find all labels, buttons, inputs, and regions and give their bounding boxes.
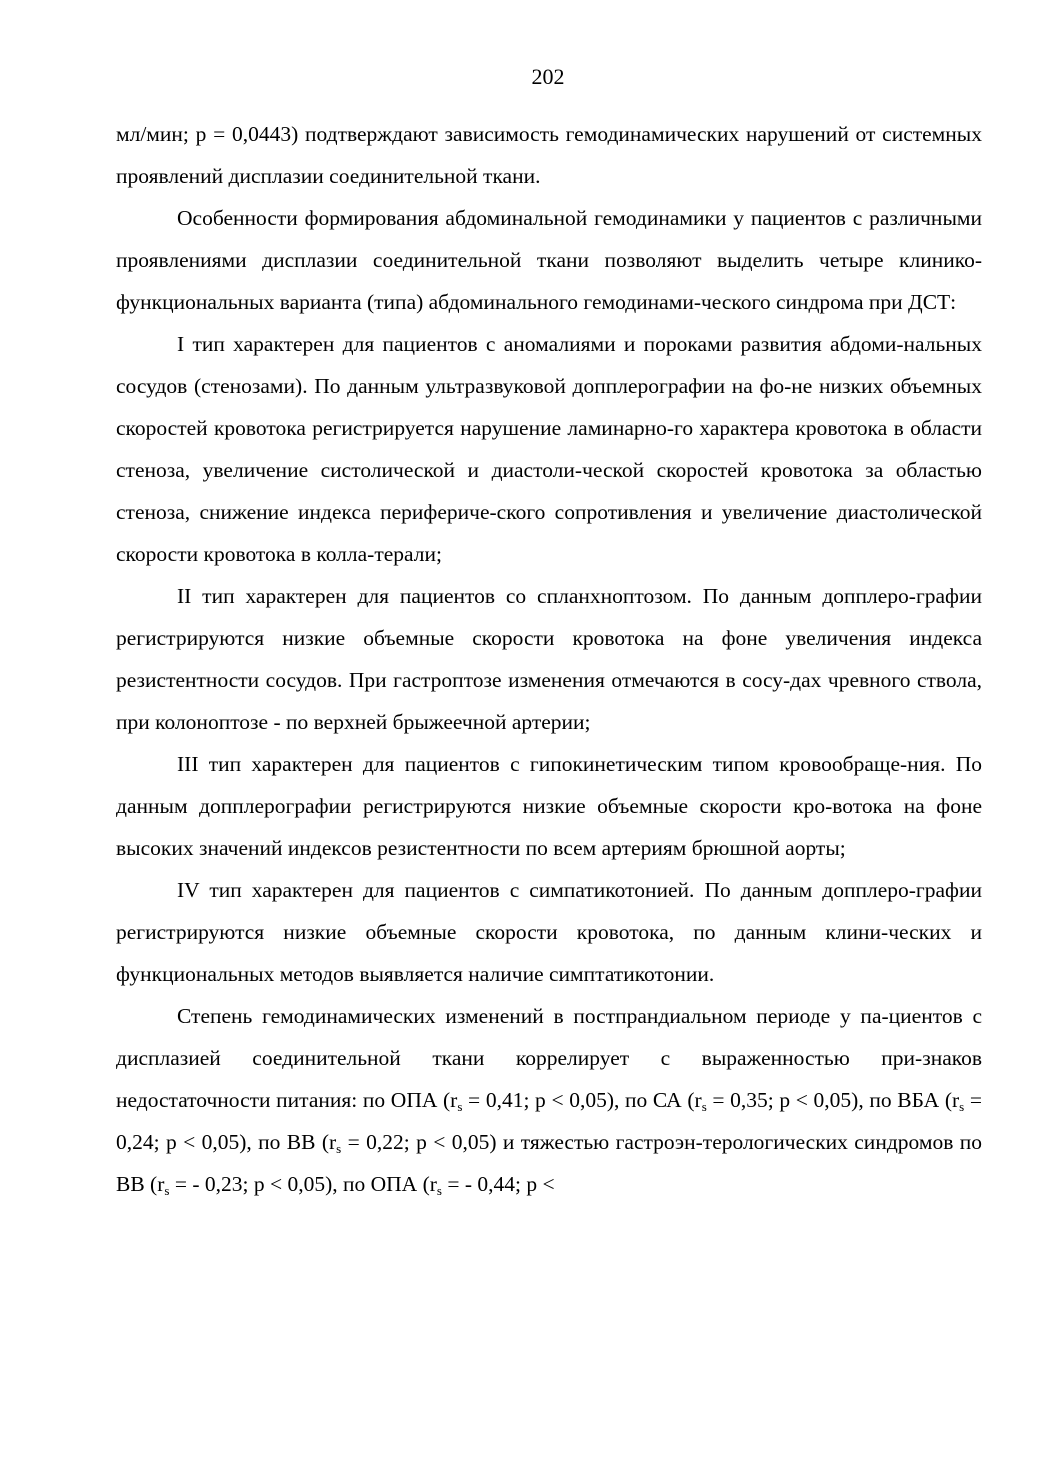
subscript-s: s [701,1099,707,1114]
text-fragment: = 0,24; p < 0,05), по ВВ (r [116,1088,982,1154]
paragraph: Особенности формирования абдоминальной гемодинамики у пациентов с различными проявлениями дисплазии соединительной ткани позволяют выделить четыре клинико-функциональных варианта (типа) абдоминального гемодинами-ческого синдрома при ДСТ: [116,206,982,314]
text-fragment: = - 0,23; p < 0,05), по ОПА (r [169,1172,437,1196]
paragraph-correlation [116,995,982,1205]
paragraph: IV тип характерен для пациентов с симпатикотонией. По данным допплеро-графии регистрируются низкие объемные скорости кровотока, по данным клини-ческих и функциональных методов выявляется наличие симптатикотонии. [116,878,982,986]
text-fragment: = 0,35; p < 0,05), по ВБА (r [706,1088,960,1112]
paragraph: мл/мин; p = 0,0443) подтверждают зависимость гемодинамических нарушений от системных проявлений дисплазии соединительной ткани. [116,122,982,188]
paragraph: III тип характерен для пациентов с гипокинетическим типом кровообраще-ния. По данным допплерографии регистрируются низкие объемные скорости кро-вотока на фоне высоких значений индексов резистентности по всем артериям брюшной аорты; [116,752,982,860]
text-fragment: = 0,22; p < 0,05) и тяжестью гастроэн-терологических синдромов по ВВ (r [116,1130,982,1196]
text-fragment: = 0,41; p < 0,05), по СА (r [462,1088,702,1112]
body-text [116,113,982,1205]
text-fragment: Степень гемодинамических изменений в постпрандиальном периоде у па-циентов с дисплазией соединительной ткани коррелирует с выраженностью при-знаков недостаточности питания: по ОПА (r [116,1004,982,1112]
text-fragment: = - 0,44; p < [441,1172,555,1196]
subscript-s: s [164,1183,170,1198]
page-number: 202 [531,64,565,89]
paragraph: I тип характерен для пациентов с аномалиями и пороками развития абдоми-нальных сосудов (стенозами). По данным ультразвуковой допплерографии на фо-не низких объемных скоростей кровотока регистрируется нарушение ламинарно-го характера кровотока в области стеноза, увеличение систолической и диастоли-ческой скоростей кровотока за областью стеноза, снижение индекса перифериче-ского сопротивления и увеличение диастолической скорости кровотока в колла-терали; [116,332,982,566]
subscript-s: s [959,1099,965,1114]
paragraph: II тип характерен для пациентов со спланхноптозом. По данным допплеро-графии регистрируются низкие объемные скорости кровотока на фоне увеличения индекса резистентности сосудов. При гастроптозе изменения отмечаются в сосу-дах чревного ствола, при колоноптозе - по верхней брыжеечной артерии; [116,584,982,734]
subscript-s: s [436,1183,442,1198]
subscript-s: s [336,1141,342,1156]
subscript-s: s [457,1099,463,1114]
